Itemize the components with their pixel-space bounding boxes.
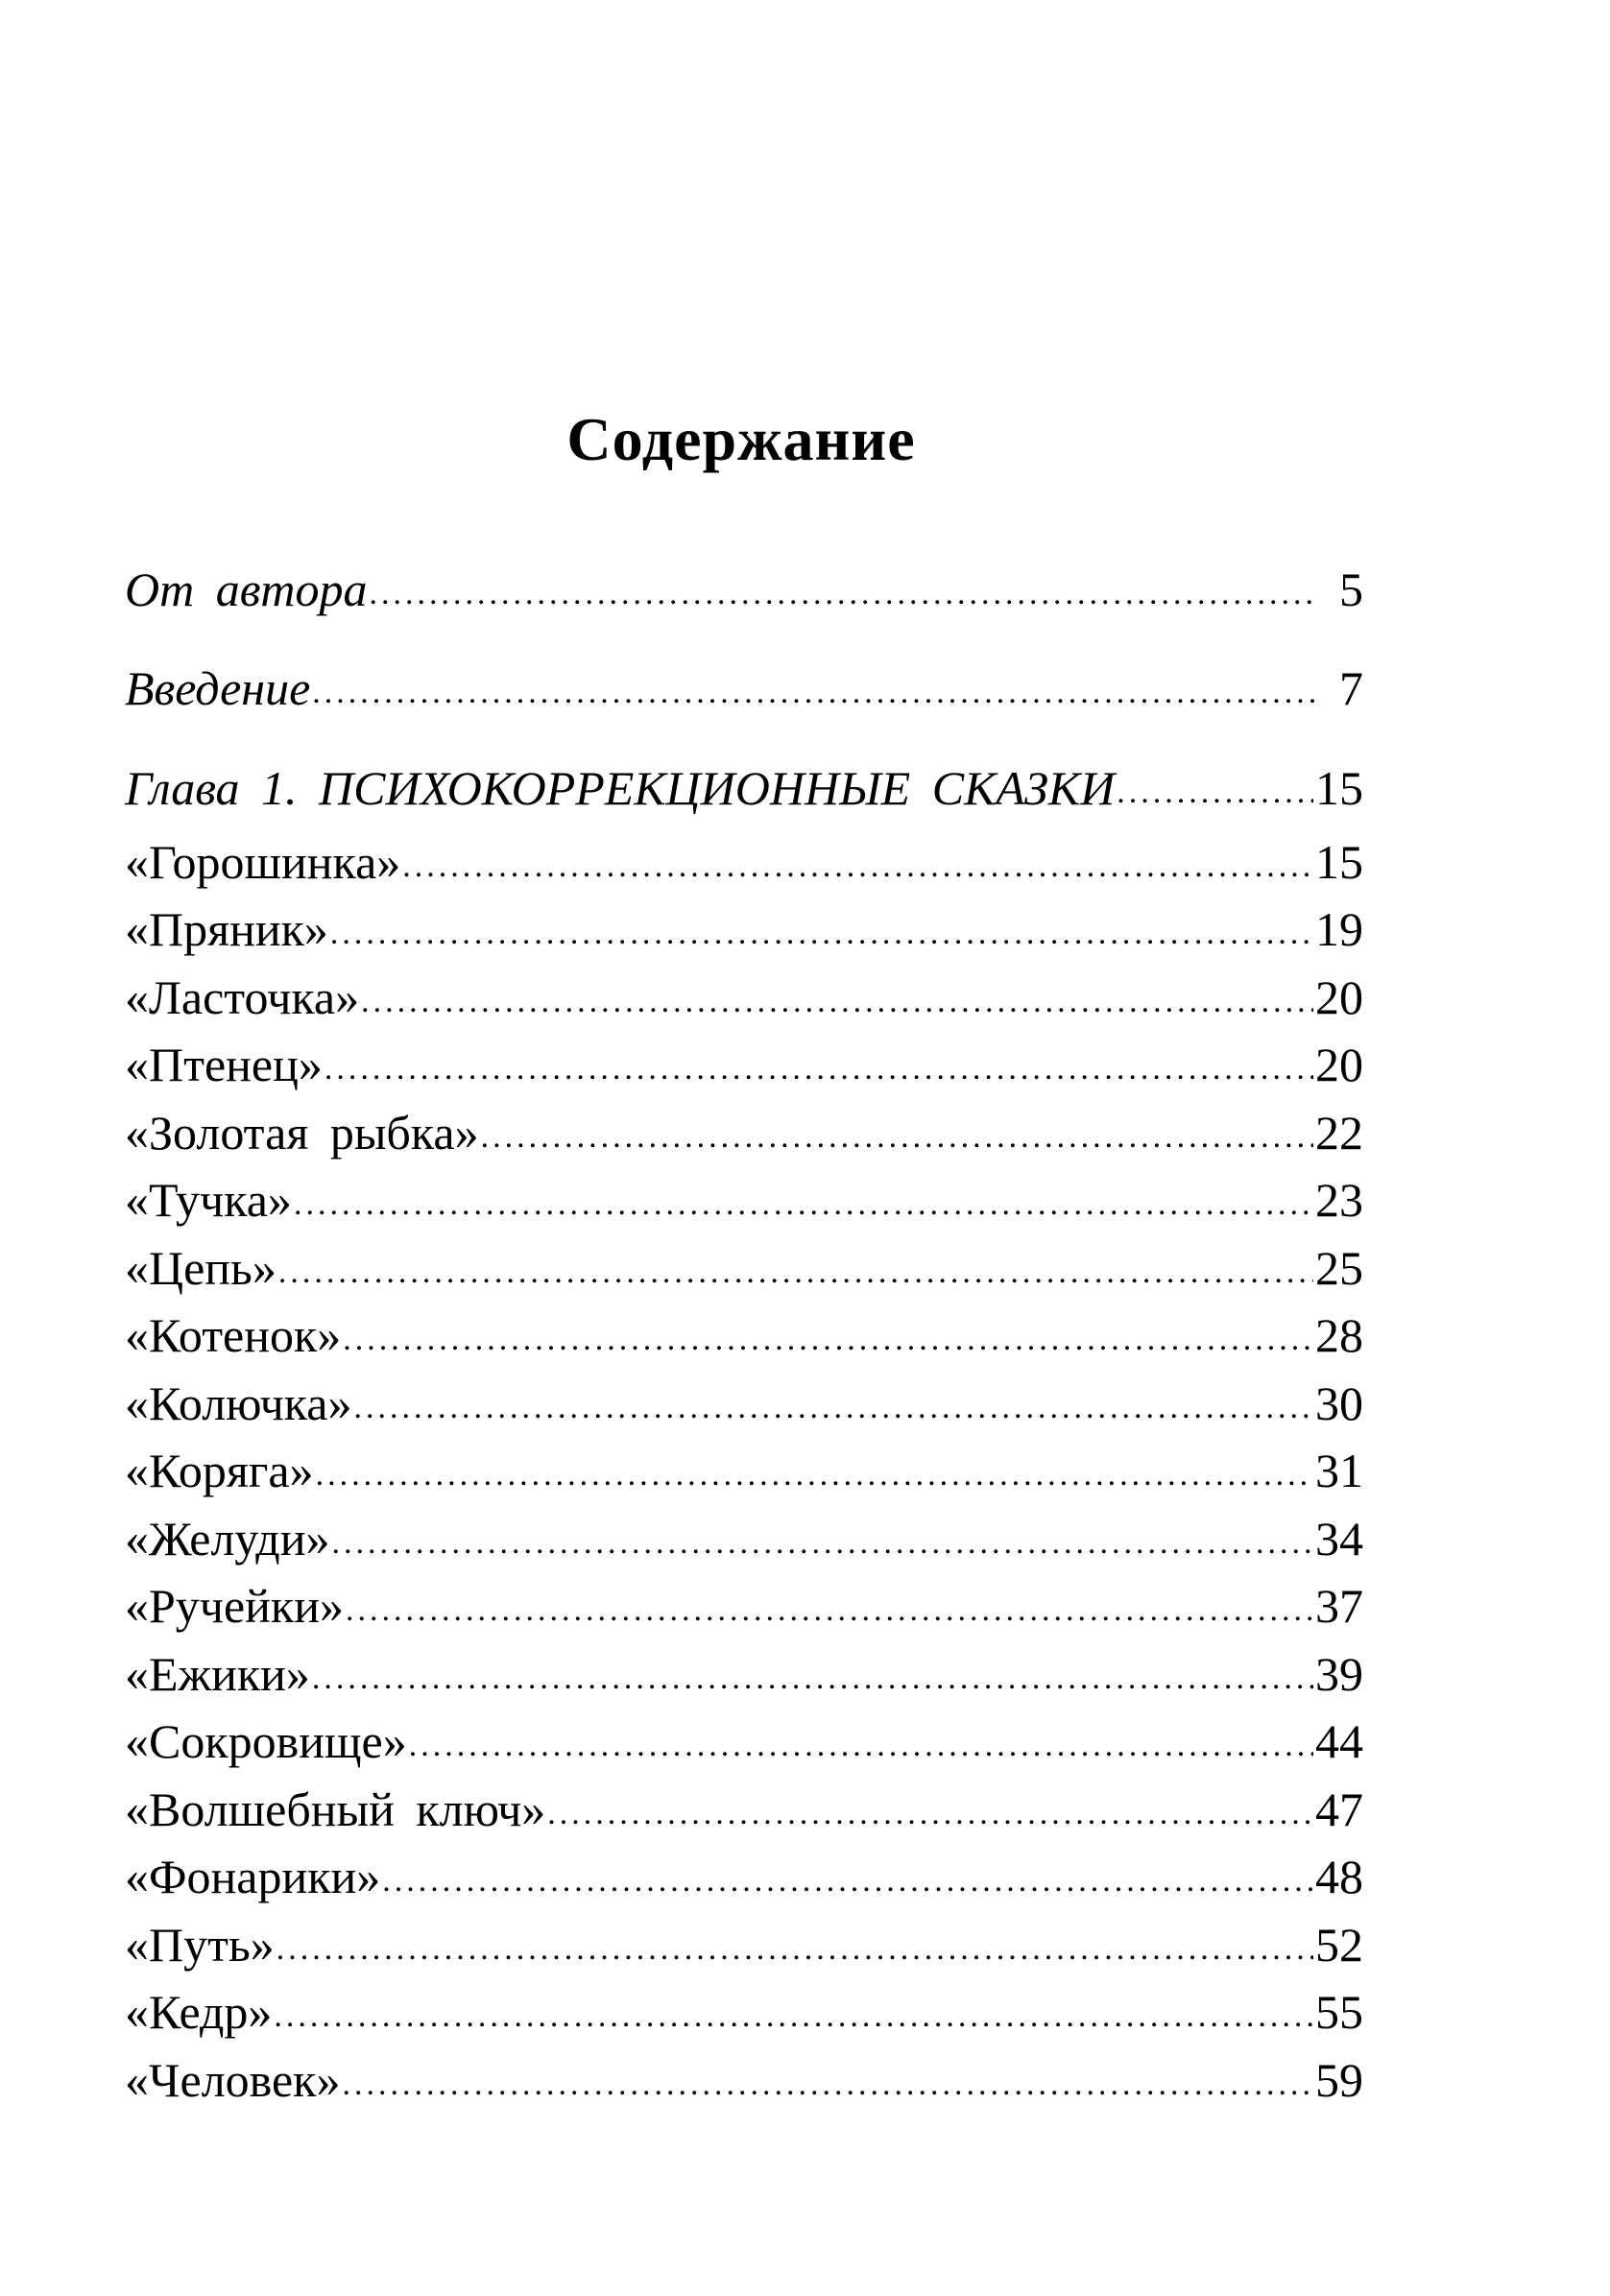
toc-leader-dots bbox=[402, 837, 1313, 897]
toc-leader-dots bbox=[382, 1852, 1313, 1911]
toc-entry-page: 30 bbox=[1315, 1376, 1363, 1430]
toc-entry-chapter-1[interactable] bbox=[125, 758, 1363, 825]
toc-entry[interactable] bbox=[125, 1441, 1363, 1507]
toc-entry[interactable] bbox=[125, 1915, 1363, 1981]
toc-entry-label: Введение bbox=[125, 661, 311, 715]
toc-entry[interactable] bbox=[125, 2050, 1363, 2117]
toc-entry-label: «Золотая рыбка» bbox=[125, 1106, 479, 1160]
toc-entry-label: «Человек» bbox=[125, 2053, 341, 2107]
toc-entry-page: 25 bbox=[1315, 1241, 1363, 1295]
toc-entry[interactable] bbox=[125, 1509, 1363, 1575]
toc-entry-page: 37 bbox=[1315, 1579, 1363, 1633]
toc-entry[interactable] bbox=[125, 1305, 1363, 1372]
toc-entry-page: 52 bbox=[1315, 1918, 1363, 1972]
toc-leader-dots bbox=[294, 1175, 1313, 1234]
toc-entry-page: 44 bbox=[1315, 1714, 1363, 1768]
toc-leader-dots bbox=[316, 1446, 1313, 1505]
toc-entry[interactable] bbox=[125, 1711, 1363, 1778]
toc-entry-page: 7 bbox=[1339, 661, 1363, 715]
toc-entry-page: 47 bbox=[1315, 1782, 1363, 1836]
toc-leader-dots bbox=[547, 1784, 1313, 1844]
toc-entry-page: 28 bbox=[1315, 1308, 1363, 1362]
toc-entry-label: «Ежики» bbox=[125, 1647, 310, 1701]
toc-leader-dots bbox=[1117, 763, 1313, 823]
toc-entry[interactable] bbox=[125, 1576, 1363, 1642]
toc-entry-label: «Ласточка» bbox=[125, 970, 360, 1024]
toc-entry[interactable] bbox=[125, 1982, 1363, 2048]
toc-entry-label: «Тучка» bbox=[125, 1173, 292, 1227]
toc-entry-from-author[interactable] bbox=[125, 560, 1363, 626]
toc-leader-dots bbox=[409, 1716, 1313, 1776]
toc-entry[interactable] bbox=[125, 899, 1363, 966]
toc-leader-dots bbox=[276, 1920, 1313, 1979]
toc-entry-page: 59 bbox=[1315, 2053, 1363, 2107]
toc-entry-page: 5 bbox=[1339, 562, 1363, 616]
toc-entry-introduction[interactable] bbox=[125, 658, 1363, 725]
toc-entry-page: 19 bbox=[1315, 902, 1363, 956]
toc-leader-dots bbox=[331, 1514, 1313, 1573]
toc-leader-dots bbox=[346, 1581, 1313, 1640]
toc-leader-dots bbox=[342, 2055, 1313, 2115]
toc-entry-label: «Кедр» bbox=[125, 1985, 273, 2039]
toc-entry-page: 20 bbox=[1315, 970, 1363, 1024]
page-title: Содержание bbox=[566, 405, 916, 473]
toc-entry[interactable] bbox=[125, 1170, 1363, 1236]
toc-entry-label: «Колючка» bbox=[125, 1376, 352, 1430]
toc-entry-label: «Котенок» bbox=[125, 1308, 342, 1362]
toc-entry-label: «Коряга» bbox=[125, 1444, 314, 1497]
toc-entry-label: Глава 1. ПСИХОКОРРЕКЦИОННЫЕ СКАЗКИ bbox=[125, 761, 1116, 815]
toc-leader-dots bbox=[312, 663, 1319, 723]
toc-leader-dots bbox=[370, 564, 1319, 624]
toc-entry-label: «Ручейки» bbox=[125, 1579, 344, 1633]
toc-leader-dots bbox=[343, 1310, 1313, 1370]
toc-entry[interactable] bbox=[125, 1238, 1363, 1304]
toc-entry-page: 15 bbox=[1315, 835, 1363, 889]
toc-entry[interactable] bbox=[125, 1847, 1363, 1913]
toc-entry-page: 55 bbox=[1315, 1985, 1363, 2039]
toc-leader-dots bbox=[353, 1378, 1313, 1438]
toc-entry-page: 22 bbox=[1315, 1106, 1363, 1160]
toc-entry-page: 23 bbox=[1315, 1173, 1363, 1227]
toc-entry-label: «Волшебный ключ» bbox=[125, 1782, 546, 1836]
toc-entry[interactable] bbox=[125, 1035, 1363, 1101]
toc-entry-label: «Сокровище» bbox=[125, 1714, 407, 1768]
toc-leader-dots bbox=[481, 1108, 1313, 1167]
toc-entry[interactable] bbox=[125, 968, 1363, 1034]
toc-entry-page: 31 bbox=[1315, 1444, 1363, 1497]
toc-entry[interactable] bbox=[125, 1374, 1363, 1440]
toc-entry[interactable] bbox=[125, 1644, 1363, 1710]
toc-entry-label: «Цепь» bbox=[125, 1241, 276, 1295]
toc-entry-page: 20 bbox=[1315, 1038, 1363, 1091]
toc-entry[interactable] bbox=[125, 832, 1363, 898]
toc-entry-page: 15 bbox=[1315, 761, 1363, 815]
toc-leader-dots bbox=[361, 972, 1313, 1032]
toc-entry[interactable] bbox=[125, 1780, 1363, 1846]
toc-entry-label: «Желуди» bbox=[125, 1512, 330, 1566]
toc-entry-label: «Горошинка» bbox=[125, 835, 401, 889]
toc-entry-page: 39 bbox=[1315, 1647, 1363, 1701]
toc-entry-label: «Путь» bbox=[125, 1918, 275, 1972]
toc-leader-dots bbox=[278, 1243, 1313, 1303]
toc-entry-label: «Фонарики» bbox=[125, 1850, 381, 1903]
toc-entry-label: «Пряник» bbox=[125, 902, 328, 956]
toc-leader-dots bbox=[274, 1987, 1313, 2046]
toc-entry-page: 34 bbox=[1315, 1512, 1363, 1566]
toc-leader-dots bbox=[312, 1649, 1313, 1709]
toc-leader-dots bbox=[324, 1040, 1313, 1099]
toc-entry[interactable] bbox=[125, 1103, 1363, 1169]
toc-entry-label: От автора bbox=[125, 562, 368, 616]
toc-entry-label: «Птенец» bbox=[125, 1038, 323, 1091]
toc-entry-page: 48 bbox=[1315, 1850, 1363, 1903]
toc-leader-dots bbox=[330, 904, 1313, 964]
